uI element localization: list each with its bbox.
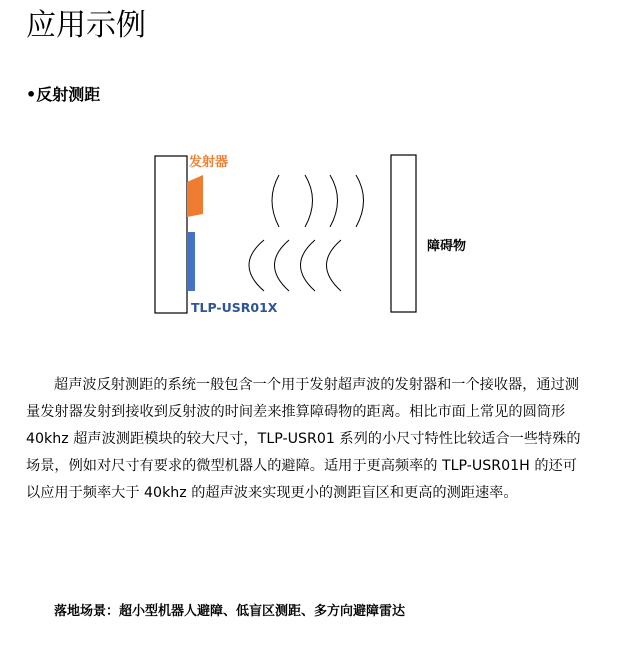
reflected-wave — [301, 240, 316, 291]
outgoing-wave — [356, 175, 364, 227]
obstacle-label: 障碍物 — [427, 239, 467, 254]
description-paragraph — [26, 372, 582, 507]
reflected-wave — [275, 240, 290, 291]
description-text: 超声波反射测距的系统一般包含一个用于发射超声波的发射器和一个接收器，通过测量发射器发射到接收到反射波的时间差来推算障碍物的距离。相比市面上常见的圆筒形 40khz 超声波测距模块的较大尺寸，TLP-USR01 系列的小尺寸特性比较适合一些特殊的场景，例如对尺寸有要求的微型机器人的避障。适用于更高频率的 TLP-USR01H 的还可以应用于频率大于 40khz 的超声波来实现更小的测距盲区和更高的测距速率。 — [26, 377, 581, 501]
outgoing-wave — [272, 175, 279, 227]
outgoing-wave — [305, 175, 313, 227]
transmitter-element — [187, 175, 203, 217]
sensor-model-label: TLP-USR01X — [191, 300, 278, 315]
reflected-wave — [249, 240, 264, 291]
reflected-wave — [327, 240, 342, 291]
receiver-element — [187, 232, 195, 291]
reflected-waves — [249, 240, 341, 291]
application-scenarios: 落地场景：超小型机器人避障、低盲区测距、多方向避障雷达 — [54, 604, 406, 619]
section-heading: •反射测距 — [26, 85, 101, 104]
obstacle-block — [391, 155, 416, 312]
outgoing-waves — [272, 175, 364, 227]
reflection-ranging-diagram — [140, 140, 500, 330]
transmitter-label: 发射器 — [189, 155, 229, 170]
outgoing-wave — [330, 175, 338, 227]
page-title: 应用示例 — [26, 8, 146, 43]
sensor-board — [155, 156, 187, 313]
